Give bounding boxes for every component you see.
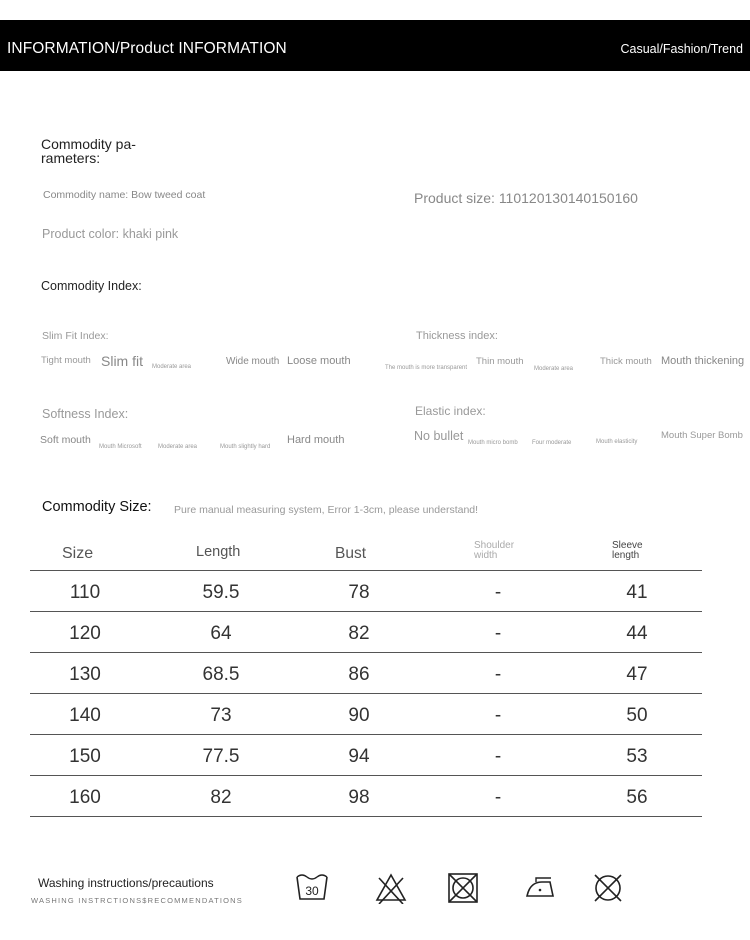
- wash-30-icon: [295, 872, 329, 902]
- thickness-thin: Thin mouth: [476, 356, 524, 367]
- index-heading: Commodity Index:: [41, 279, 142, 293]
- slim-tight: Tight mouth: [41, 355, 91, 366]
- elastic-four: Four moderate: [532, 440, 572, 446]
- header-sleeve-line2: length: [612, 550, 640, 561]
- size-note: Pure manual measuring system, Error 1-3cm, please understand!: [174, 504, 479, 516]
- slim-wide: Wide mouth: [226, 356, 280, 367]
- washing-title: Washing instructions/precautions: [38, 876, 214, 890]
- thickness-moderate: Moderate area: [534, 366, 574, 372]
- table-row: [30, 735, 702, 776]
- slim-fit: Slim fit: [101, 353, 143, 369]
- cell-bust: 78: [348, 582, 370, 603]
- cell-sleeve: 41: [626, 582, 648, 603]
- table-row: [30, 571, 702, 612]
- params-heading: Commodity pa- rameters:: [41, 136, 136, 166]
- elastic-super: Mouth Super Bomb: [661, 430, 743, 441]
- header-shoulder-line2: width: [474, 550, 498, 561]
- cell-sleeve: 47: [626, 664, 648, 685]
- no-tumble-dry-icon: [447, 872, 479, 904]
- cell-length: 59.5: [202, 582, 240, 603]
- cell-size: 160: [69, 787, 101, 808]
- cell-sleeve: 44: [626, 623, 648, 644]
- thickness-transparent: The mouth is more transparent: [385, 365, 468, 371]
- softness-soft: Soft mouth: [40, 434, 91, 446]
- table-row: [30, 694, 702, 735]
- slim-title: Slim Fit Index:: [42, 330, 109, 342]
- washing-subtitle: WASHING INSTRCTIONS$RECOMMENDATIONS: [31, 896, 244, 905]
- cell-size: 130: [69, 664, 101, 685]
- cell-sleeve: 56: [626, 787, 648, 808]
- no-bleach-icon: [375, 872, 407, 904]
- elastic-no-bullet: No bullet: [414, 429, 464, 443]
- softness-slightly-hard: Mouth slightly hard: [220, 444, 271, 450]
- cell-sleeve: 53: [626, 746, 648, 767]
- elastic-elasticity: Mouth elasticity: [596, 439, 638, 445]
- product-name: Commodity name: Bow tweed coat: [43, 189, 206, 201]
- cell-length: 68.5: [202, 664, 240, 685]
- banner-tagline: Casual/Fashion/Trend: [620, 42, 743, 56]
- elastic-title: Elastic index:: [415, 404, 486, 418]
- cell-shoulder: -: [494, 746, 502, 767]
- size-table-header: [30, 530, 702, 571]
- header-bust: Bust: [335, 545, 367, 562]
- slim-moderate: Moderate area: [152, 364, 192, 370]
- thickness-thickening: Mouth thickening: [661, 355, 745, 367]
- iron-icon: [524, 872, 556, 902]
- header-sleeve-length: [612, 541, 643, 561]
- table-row: [30, 612, 702, 653]
- table-row: [30, 776, 702, 817]
- header-shoulder-width: [474, 541, 514, 561]
- softness-title: Softness Index:: [42, 407, 129, 421]
- cell-bust: 90: [348, 705, 370, 726]
- cell-shoulder: -: [494, 582, 502, 603]
- size-heading: Commodity Size:: [42, 499, 152, 515]
- header-shoulder-line1: Shoulder: [474, 540, 515, 551]
- cell-bust: 94: [348, 746, 370, 767]
- header-size: Size: [62, 545, 94, 562]
- wash-temp-label: 30: [305, 884, 319, 898]
- header-length: Length: [196, 544, 241, 560]
- cell-sleeve: 50: [626, 705, 648, 726]
- cell-shoulder: -: [494, 664, 502, 685]
- cell-shoulder: -: [494, 787, 502, 808]
- cell-bust: 82: [348, 623, 370, 644]
- elastic-micro: Mouth micro bomb: [468, 440, 518, 446]
- cell-length: 64: [210, 623, 232, 644]
- cell-length: 77.5: [202, 746, 240, 767]
- product-color: Product color: khaki pink: [42, 227, 179, 241]
- slim-loose: Loose mouth: [287, 355, 351, 367]
- softness-moderate: Moderate area: [158, 444, 198, 450]
- cell-size: 120: [69, 623, 101, 644]
- header-sleeve-line1: Sleeve: [612, 540, 643, 551]
- cell-size: 140: [69, 705, 101, 726]
- cell-shoulder: -: [494, 623, 502, 644]
- no-dry-clean-icon: [592, 872, 624, 904]
- softness-microsoft: Mouth Microsoft: [99, 444, 142, 450]
- product-size: Product size: 110120130140150160: [414, 190, 638, 206]
- cell-length: 73: [210, 705, 232, 726]
- cell-length: 82: [210, 787, 232, 808]
- cell-bust: 86: [348, 664, 370, 685]
- banner-title: INFORMATION/Product INFORMATION: [7, 40, 287, 57]
- cell-bust: 98: [348, 787, 370, 808]
- softness-hard: Hard mouth: [287, 434, 345, 446]
- cell-shoulder: -: [494, 705, 502, 726]
- table-row: [30, 653, 702, 694]
- cell-size: 150: [69, 746, 101, 767]
- header-banner: [0, 20, 750, 71]
- thickness-title: Thickness index:: [416, 330, 498, 342]
- cell-size: 110: [69, 582, 101, 603]
- thickness-thick: Thick mouth: [600, 356, 652, 367]
